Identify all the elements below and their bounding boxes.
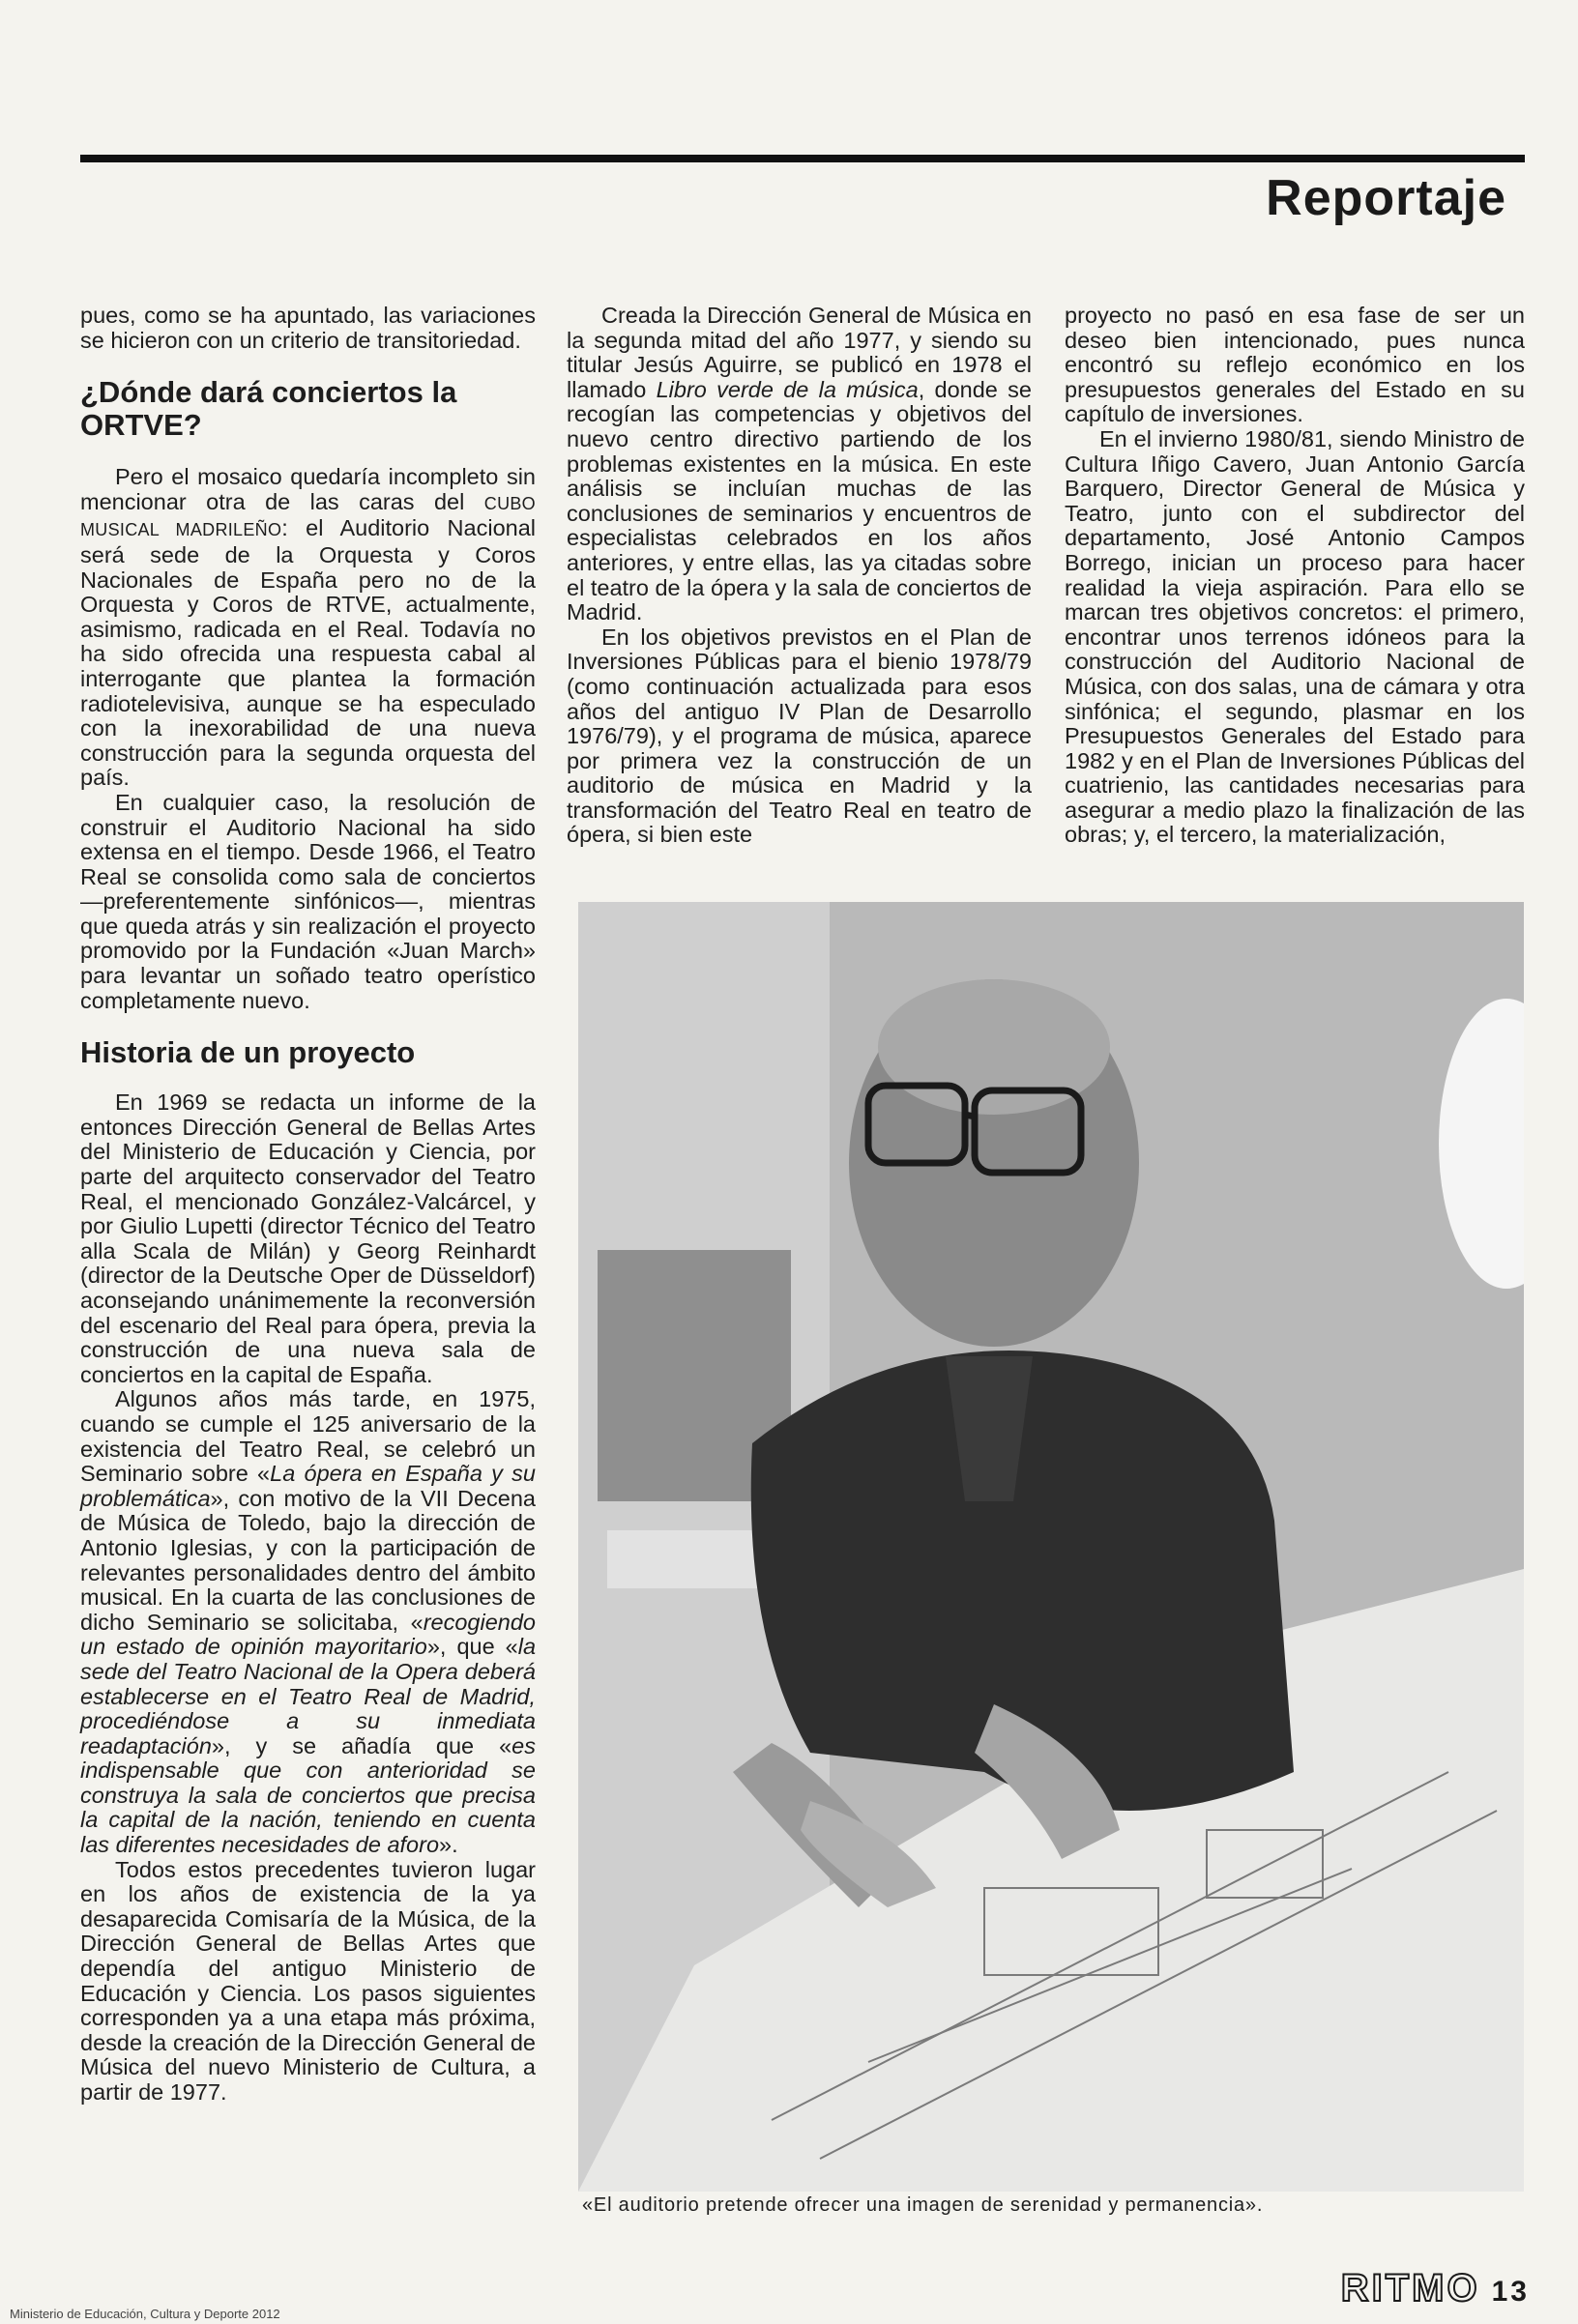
footer-credit: Ministerio de Educación, Cultura y Deporte 2012 <box>10 2307 280 2321</box>
paragraph: Creada la Dirección General de Música en la segunda mitad del año 1977, y siendo su titular Jesús Aguirre, se publicó en 1978 el llamado Libro verde de la música, donde se recogían las competencias y objetivos del nuevo centro directivo partiendo de los problemas existentes en la música. En este análisis se incluían muchas de las conclusiones de seminarios y encuentros de especialistas celebrados en los años anteriores, y entre ellas, las ya citadas sobre el teatro de la ópera y la sala de conciertos de Madrid. <box>567 303 1032 625</box>
photo-caption: «El auditorio pretende ofrecer una imagen de serenidad y permanencia». <box>582 2194 1264 2216</box>
heading-ortve: ¿Dónde dará conciertos la ORTVE? <box>80 375 457 443</box>
paragraph: En los objetivos previstos en el Plan de Inversiones Públicas para el bienio 1978/79 (como continuación actualizada para esos años del antiguo IV Plan de Desarrollo 1976/79), y el programa de música, aparece por primera vez la construcción de un auditorio de música en Madrid y la transformación del Teatro Real en teatro de ópera, si bien este <box>567 624 1032 848</box>
column-3 <box>1065 304 1525 848</box>
column-2 <box>567 304 1032 848</box>
paragraph: Pero el mosaico quedaría incompleto sin mencionar otra de las caras del CUBO MUSICAL MADRILEÑO: el Auditorio Nacional será sede de la Orquesta y Coros Nacionales de España pero no de la Orquesta y Coros de RTVE, actualmente, asimismo, radicada en el Real. Todavía no ha sido ofrecida una respuesta cabal al interrogante que plantea la formación radiotelevisiva, aunque se ha especulado con la inexorabilidad de una nueva construcción para la segunda orquesta del país. <box>80 464 536 791</box>
magazine-logo: RITMO 13 <box>1340 2267 1530 2309</box>
paragraph: Algunos años más tarde, en 1975, cuando se cumple el 125 aniversario de la existencia del Teatro Real, se celebró un Seminario sobre «La ópera en España y su problemática», con motivo de la VII Decena de Música de Toledo, bajo la dirección de Antonio Iglesias, y con la participación de relevantes personalidades dentro del ámbito musical. En la cuarta de las conclusiones de dicho Seminario se solicitaba, «recogiendo un estado de opinión mayoritario», que «la sede del Teatro Nacional de la Opera deberá establecerse en el Teatro Real de Madrid, procediéndose a su inmediata readaptación», y se añadía que «es indispensable que con anterioridad se construya la sala de conciertos que precisa la capital de la nación, teniendo en cuenta las diferentes necesidades de aforo». <box>80 1386 537 1858</box>
paragraph: En el invierno 1980/81, siendo Ministro de Cultura Iñigo Cavero, Juan Antonio García Barquero, Director General de Música y Teatro, junto con el subdirector del departamento, José Antonio Campos Borrego, inician un proceso para hacer realidad la vieja aspiración. Para ello se marcan tres objetivos concretos: el primero, encontrar unos terrenos idóneos para la construcción del Auditorio Nacional de Música, con dos salas, una de cámara y otra sinfónica; el segundo, plasmar en los Presupuestos Generales del Estado para 1982 y en el Plan de Inversiones Públicas del cuatrienio, las cantidades necesarias para asegurar a medio plazo la finalización de las obras; y, el tercero, la materialización, <box>1065 425 1525 848</box>
photo-illustration <box>578 902 1524 2192</box>
paragraph: Todos estos precedentes tuvieron lugar en los años de existencia de la ya desaparecida Comisaría de la Música, de la Dirección General de Bellas Artes que dependía del antiguo Ministerio de Educación y Ciencia. Los pasos siguientes corresponden ya a una etapa más próxima, desde la creación de la Dirección General de Música del nuevo Ministerio de Cultura, a partir de 1977. <box>80 1856 536 2105</box>
heading-historia: Historia de un proyecto <box>80 1035 416 1070</box>
paragraph: proyecto no pasó en esa fase de ser un deseo bien intencionado, pues nunca encontró su reflejo económico en los presupuestos generales del Estado en su capítulo de inversiones. <box>1065 303 1525 427</box>
column-1 <box>80 304 536 2106</box>
paragraph: En 1969 se redacta un informe de la entonces Dirección General de Bellas Artes del Ministerio de Educación y Ciencia, por parte del arquitecto conservador del Teatro Real, el mencionado González-Valcárcel, y por Giulio Lupetti (director Técnico del Teatro alla Scala de Milán) y Georg Reinhardt (director de la Deutsche Oper de Düsseldorf) aconsejando unánimemente la reconversión del escenario del Real para ópera, previa la construcción de una nueva sala de conciertos en la capital de España. <box>80 1089 536 1387</box>
paragraph: pues, como se ha apuntado, las variaciones se hicieron con un criterio de transitoriedad. <box>80 303 536 353</box>
header-rule <box>80 155 1525 162</box>
paragraph: En cualquier caso, la resolución de construir el Auditorio Nacional ha sido extensa en el tiempo. Desde 1966, el Teatro Real se consolida como sala de conciertos —preferentemente sinfónicos—, mientras que queda atrás y sin realización el proyecto promovido por la Fundación «Juan March» para levantar un soñado teatro operístico completamente nuevo. <box>80 789 536 1013</box>
section-title: Reportaje <box>1266 170 1506 226</box>
portrait-photo <box>578 902 1524 2192</box>
page-number: 13 <box>1491 2276 1530 2308</box>
